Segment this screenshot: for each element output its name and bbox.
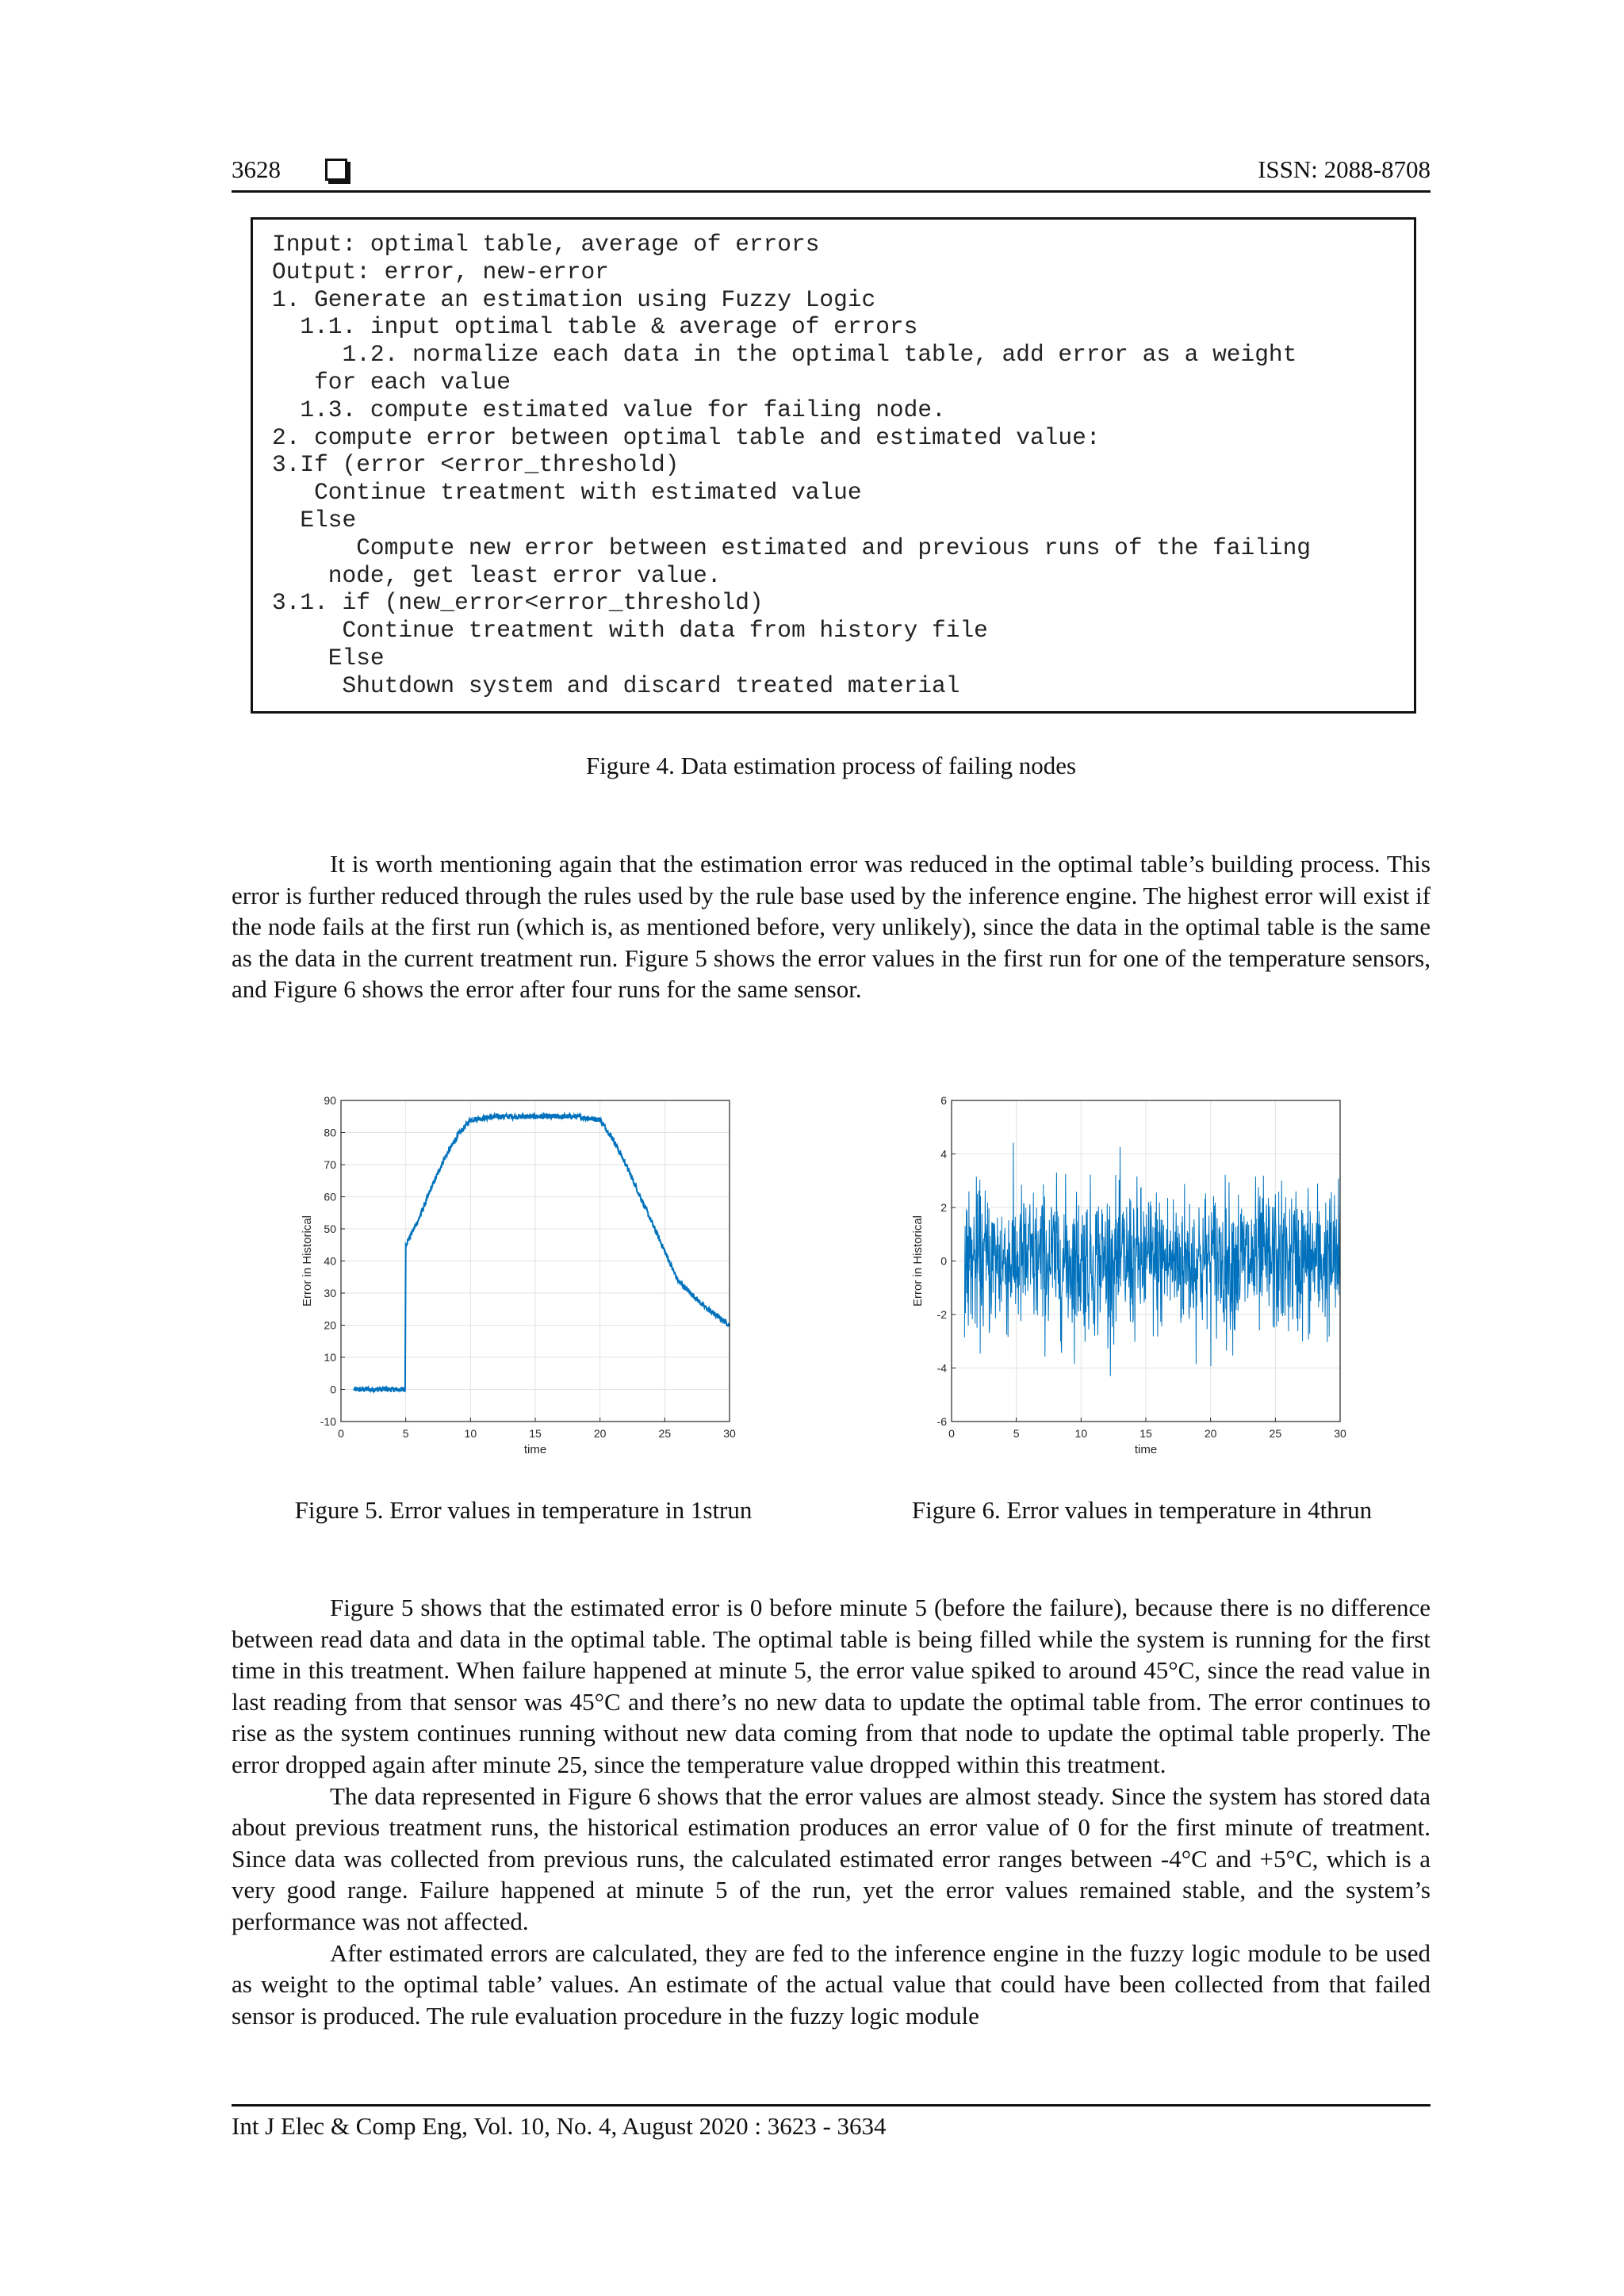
y-axis-label: Error in Historical (911, 1215, 925, 1307)
x-tick-label: 0 (338, 1427, 344, 1440)
x-tick-label: 30 (723, 1427, 736, 1440)
algorithm-line: Input: optimal table, average of errors (272, 231, 820, 258)
algorithm-line: 3.If (error <error_threshold) (272, 451, 680, 479)
figure-6-caption: Figure 6. Error values in temperature in 4thrun (911, 1496, 1373, 1524)
algorithm-line: 3.1. if (new_error<error_threshold) (272, 589, 764, 617)
algorithm-line: 1.3. compute estimated value for failing node. (272, 396, 946, 423)
body-text (232, 1592, 1431, 2031)
y-tick-label: 20 (324, 1318, 336, 1332)
algorithm-line: Continue treatment with estimated value (272, 479, 862, 507)
paragraph-4: After estimated errors are calculated, they are fed to the inference engine in the fuzzy logic module to be used as weight to the optimal table’ values. An estimate of the actual value that could have been collected from that failed sensor is produced. The rule evaluation procedure in the fuzzy logic module (232, 1938, 1431, 2030)
paragraph-1 (232, 848, 1431, 1005)
x-axis-label: time (523, 1443, 547, 1456)
x-tick-label: 15 (529, 1427, 542, 1440)
algorithm-line: 1.2. normalize each data in the optimal table, add error as a weight (272, 341, 1297, 369)
algorithm-line: 2. compute error between optimal table and estimated value: (272, 423, 1101, 451)
page-header (232, 155, 1431, 187)
header-rule (232, 190, 1431, 193)
y-tick-label: -4 (936, 1361, 947, 1375)
y-tick-label: 60 (324, 1190, 336, 1203)
checkbox-glyph-icon (325, 159, 347, 181)
y-tick-label: 40 (324, 1254, 336, 1268)
x-tick-label: 10 (1074, 1427, 1088, 1440)
algorithm-line: for each value (272, 368, 511, 396)
page-footer: Int J Elec & Comp Eng, Vol. 10, No. 4, August 2020 : 3623 - 3634 (232, 2112, 887, 2140)
algorithm-line: Shutdown system and discard treated material (272, 672, 960, 699)
algorithm-line: Compute new error between estimated and previous runs of the failing (272, 534, 1312, 561)
y-tick-label: 0 (330, 1383, 336, 1396)
algorithm-line: Continue treatment with data from history file (272, 617, 988, 645)
x-tick-label: 10 (464, 1427, 477, 1440)
x-tick-label: 15 (1139, 1427, 1152, 1440)
y-tick-label: 80 (324, 1126, 336, 1139)
algorithm-line: 1. Generate an estimation using Fuzzy Logic (272, 285, 876, 313)
figure-4-caption: Figure 4. Data estimation process of failing nodes (585, 752, 1077, 779)
x-tick-label: 30 (1334, 1427, 1346, 1440)
y-tick-label: -10 (320, 1415, 336, 1428)
paragraph-1-text: It is worth mentioning again that the estimation error was reduced in the optimal table’s building process. This error is further reduced through the rules used by the rule base used by the inference engine. The highest error will exist if the node fails at the first run (which is, as mentioned before, very unlikely), since the data in the optimal table is the same as the data in the current treatment run. Figure 5 shows the error values in the first run for one of the temperature sensors, and Figure 6 shows the error after four runs for the same sensor. (232, 850, 1431, 1004)
y-tick-label: 70 (324, 1158, 336, 1171)
figure-5-chart (285, 1086, 737, 1459)
x-tick-label: 0 (948, 1427, 955, 1440)
paragraph-3: The data represented in Figure 6 shows that the error values are almost steady. Since the system has stored data about previous treatment runs, the historical estimation produces an error value of 0 for the first minute of treatment. Since data was collected from previous runs, the calculated estimated error ranges between -4°C and +5°C, which is a very good range. Failure happened at minute 5 of the run, yet the error values remained stable, and the system’s performance was not affected. (232, 1781, 1431, 1935)
paragraph-2: Figure 5 shows that the estimated error is 0 before minute 5 (before the failure), because there is no difference between read data and data in the optimal table. The optimal table is being filled while the system is running for the first time in this treatment. When failure happened at minute 5, the error value spiked to around 45°C, since the read value in last reading from that sensor was 45°C and there’s no new data to update the optimal table from. The error continues to rise as the system continues running without new data coming from that node to update the optimal table properly. The error dropped again after minute 25, since the temperature value dropped within this treatment. (232, 1594, 1431, 1778)
y-tick-label: 4 (940, 1147, 947, 1161)
algorithm-line: 1.1. input optimal table & average of errors (272, 313, 918, 341)
y-tick-label: -2 (936, 1308, 947, 1321)
y-axis-label: Error in Historical (301, 1215, 314, 1307)
y-tick-label: 30 (324, 1287, 336, 1299)
x-tick-label: 5 (1013, 1427, 1020, 1440)
y-tick-label: 6 (940, 1094, 947, 1107)
algorithm-line: Else (272, 644, 385, 672)
algorithm-box (251, 217, 1416, 714)
algorithm-line: node, get least error value. (272, 561, 722, 589)
x-tick-label: 20 (1204, 1427, 1217, 1440)
x-tick-label: 5 (402, 1427, 409, 1440)
y-tick-label: 0 (940, 1254, 947, 1268)
x-axis-label: time (1134, 1443, 1158, 1456)
y-tick-label: 2 (940, 1201, 947, 1214)
algorithm-line: Else (272, 506, 357, 534)
x-tick-label: 25 (658, 1427, 672, 1440)
y-tick-label: -6 (936, 1415, 947, 1428)
issn: ISSN: 2088-8708 (1258, 155, 1431, 183)
figure-5-caption: Figure 5. Error values in temperature in 1strun (294, 1496, 753, 1524)
figure-6-chart (896, 1086, 1348, 1459)
page-number: 3628 (232, 155, 281, 183)
algorithm-line: Output: error, new-error (272, 258, 609, 285)
y-tick-label: 90 (324, 1094, 336, 1107)
footer-rule (232, 2104, 1431, 2107)
y-tick-label: 10 (324, 1351, 336, 1364)
x-tick-label: 20 (593, 1427, 607, 1440)
x-tick-label: 25 (1269, 1427, 1282, 1440)
y-tick-label: 50 (324, 1223, 336, 1235)
